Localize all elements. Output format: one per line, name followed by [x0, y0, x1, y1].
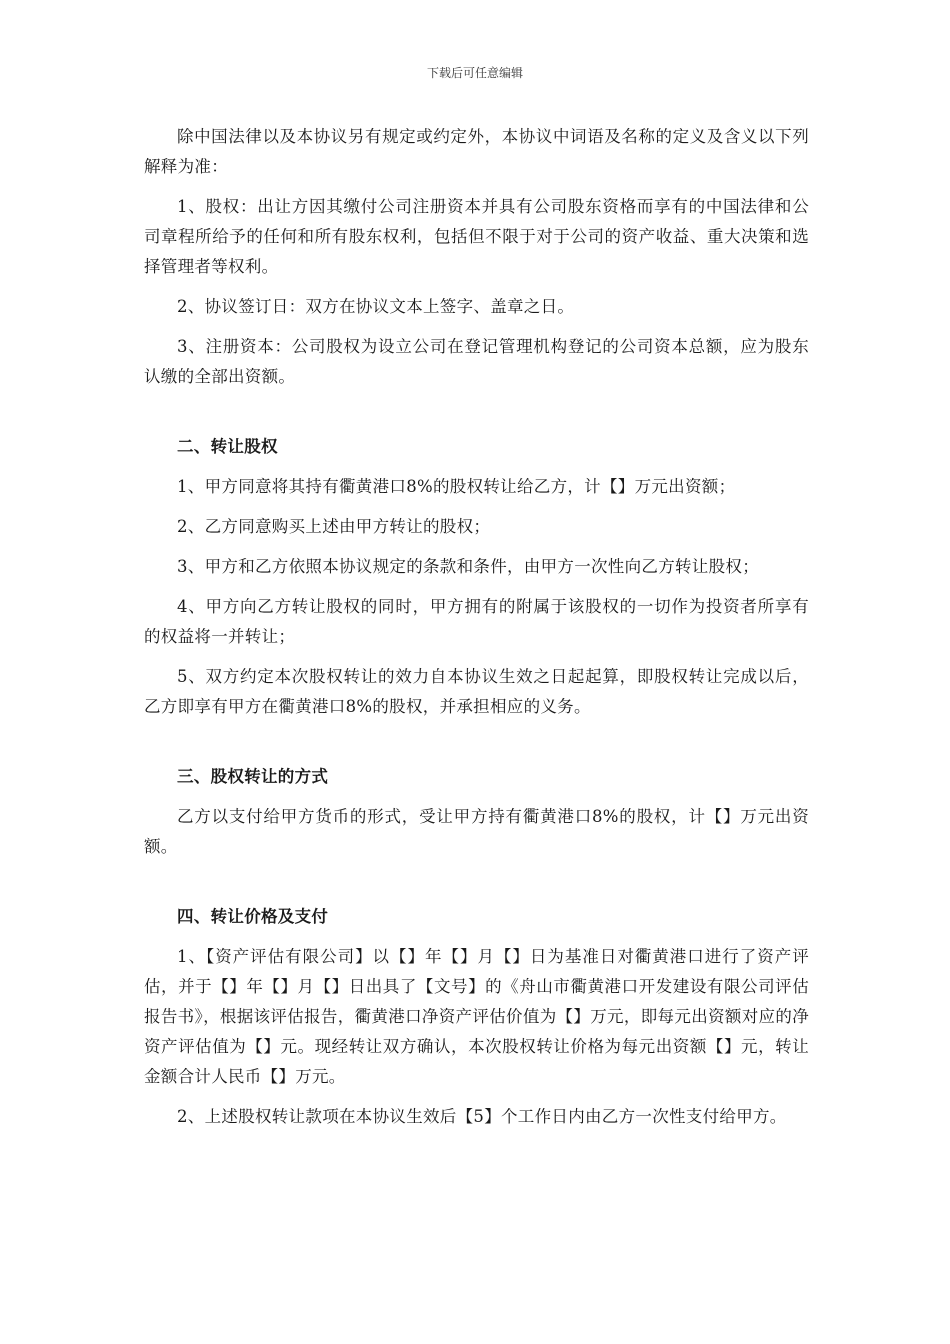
section-2-item-5: 5、双方约定本次股权转让的效力自本协议生效之日起起算，即股权转让完成以后，乙方即享有甲方在衢黄港口8%的股权，并承担相应的义务。 [144, 667, 809, 716]
section-2-item-1: 1、甲方同意将其持有衢黄港口8%的股权转让给乙方，计【】万元出资额； [177, 477, 736, 496]
section-2-item-4: 4、甲方向乙方转让股权的同时，甲方拥有的附属于该股权的一切作为投资者所享有的权益将一并转让； [144, 597, 809, 646]
document-body [144, 122, 809, 1142]
definition-signing-date: 2、协议签订日：双方在协议文本上签字、盖章之日。 [177, 297, 575, 316]
section-2-title: 二、转让股权 [177, 437, 278, 456]
section-2-item-3: 3、甲方和乙方依照本协议规定的条款和条件，由甲方一次性向乙方转让股权； [177, 557, 759, 576]
definition-registered-capital: 3、注册资本：公司股权为设立公司在登记管理机构登记的公司资本总额，应为股东认缴的全部出资额。 [144, 337, 809, 386]
definition-equity: 1、股权：出让方因其缴付公司注册资本并具有公司股东资格而享有的中国法律和公司章程所给予的任何和所有股东权利，包括但不限于对于公司的资产收益、重大决策和选择管理者等权利。 [144, 197, 809, 276]
section-gap [144, 872, 809, 902]
section-gap [144, 402, 809, 432]
section-4-item-1: 1、【资产评估有限公司】以【】年【】月【】日为基准日对衢黄港口进行了资产评估，并于【】年【】月【】日出具了【文号】的《舟山市衢黄港口开发建设有限公司评估报告书》，根据该评估报告，衢黄港口净资产评估价值为【】万元，即每元出资额对应的净资产评估值为【】元。现经转让双方确认，本次股权转让价格为每元出资额【】元，转让金额合计人民币【】万元。 [144, 947, 809, 1086]
intro-paragraph: 除中国法律以及本协议另有规定或约定外，本协议中词语及名称的定义及含义以下列解释为准： [144, 127, 809, 176]
page-header: 下载后可任意编辑 [426, 66, 523, 80]
section-2-item-2: 2、乙方同意购买上述由甲方转让的股权； [177, 517, 491, 536]
section-3-item-1: 乙方以支付给甲方货币的形式，受让甲方持有衢黄港口8%的股权，计【】万元出资额。 [144, 807, 809, 856]
section-4-item-2: 2、上述股权转让款项在本协议生效后【5】个工作日内由乙方一次性支付给甲方。 [177, 1107, 787, 1126]
section-4-title: 四、转让价格及支付 [177, 907, 329, 926]
section-3-title: 三、股权转让的方式 [177, 767, 329, 786]
section-gap [144, 732, 809, 762]
